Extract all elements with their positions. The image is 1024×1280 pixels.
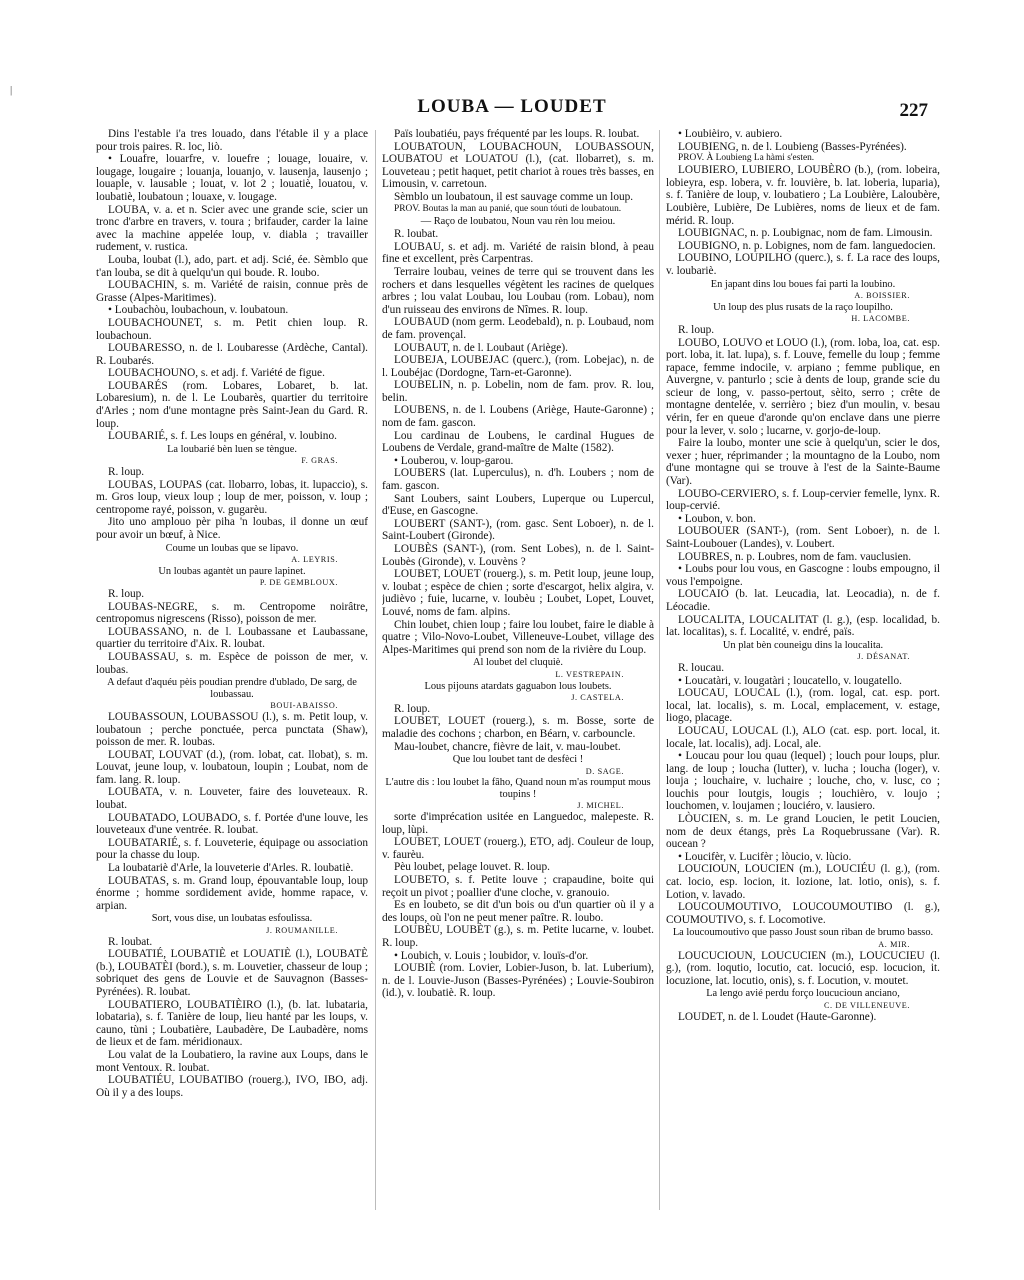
dictionary-entry: LOUBACHIN, s. m. Variété de raisin, connue près de Grasse (Alpes-Maritimes). [96,279,368,304]
quotation: La loucoumoutivo que passo Joust soun rìban de brumo basso. [672,927,934,939]
quotation: Sort, vous dise, un loubatas esfoulissa. [151,913,313,925]
dictionary-entry: LÒUCIEN, s. m. Le grand Loucien, le petit Loucien, nom de deux étangs, près La Roquebrussane (Var). R. oucean ? [666,813,940,851]
dictionary-entry: LOUBIÈ (rom. Lovier, Lobier-Juson, b. lat. Luberium), n. de l. Louvie-Juson (Basses-Pyrénées) ; Louvie-Soubiron (id.), v. loubatiè. R. loup. [382,962,654,1000]
dictionary-entry: Terraire loubau, veines de terre qui se trouvent dans les rochers et dans lesquelles végètent les racines de quelques arbres ; lou valat Loubau, lou Loubau (rom. Lobau), nom d'un ruisseau des environs de Nîmes. R. loup. [382,265,654,316]
dictionary-entry: LOUBARÉS (rom. Lobares, Lobaret, b. lat. Lobaresium), n. de l. Le Loubarès, quartier du territoire d'Arles ; nom d'une montagne près Saint-Jean du Gard. R. loup. [96,379,368,430]
dictionary-entry: LOUBAU, s. et adj. m. Variété de raisin blond, à peau fine et excellent, près Carpentras. [382,240,654,266]
dictionary-entry: LOUBARESSO, n. de l. Loubaresse (Ardèche, Cantal). R. Loubarés. [96,342,368,367]
dictionary-entry: LOUBET, LOUET (rouerg.), ETO, adj. Couleur de loup, v. faurèu. [382,836,654,861]
dictionary-entry: LOUCUCIOUN, LOUCUCIEN (m.), LOUCUCIEU (l. g.), (rom. loqutio, locutio, cat. locució, esp. locucion, it. locuzione, lat. locutio, onis), s. f. Locution, v. moutet. [666,949,940,987]
dictionary-entry: Sant Loubers, saint Loubers, Luperque ou Lupercul, d'Euse, en Gascogne. [382,492,654,518]
dictionary-entry: sorte d'imprécation usitée en Languedoc, malepeste. R. loup, lùpi. [382,811,654,836]
quotation: Un plat bèn couneigu dins la loucalita. [722,639,884,651]
quotation-author: H. LACOMBE. [851,314,910,324]
dictionary-entry: LOUBAS-NEGRE, s. m. Centropome noirâtre, centropomus nigrescens (Risso), poisson de mer. [96,600,368,626]
dictionary-entry: R. loup. [678,323,715,336]
dictionary-entry: • Loubièiro, v. aubiero. [678,128,783,140]
dictionary-entry: Louba, loubat (l.), ado, part. et adj. Scié, ée. Sèmblo que t'an louba, se dit à quelqu'un qui boude. R. loubo. [96,253,368,279]
column-divider [659,130,660,1210]
dictionary-entry: R. loup. [108,587,145,600]
quotation: Que lou loubet tant de desfèci ! [452,754,584,766]
dictionary-entry: LOUCALITA, LOUCALITAT (l. g.), (esp. localidad, b. lat. localitas), s. f. Localité, v. endré, païs. [666,613,940,639]
dictionary-entry: Sèmblo un loubatoun, il est sauvage comme un loup. [394,190,634,203]
column-right [666,128,940,1218]
dictionary-entry: LOUBATIERO, LOUBATIÈIRO (l.), (b. lat. lubataria, lobataria), s. f. Tanière de loup, lieu hanté par les loups, v. cauno, tùni ; Loubatière, Laubadère, De Laubadère, noms de lieux et de fam. méridionaux. [96,998,368,1049]
dictionary-entry: Jito uno amplouo pèr piha 'n loubas, il donne un œuf pour avoir un bœuf, à Nice. [96,516,368,541]
quotation: — Raço de loubatou, Noun vau rèn lou meiou. [420,215,616,227]
page-number: 227 [899,100,928,121]
dictionary-entry: LOUBAUT, n. de l. Loubaut (Ariège). [394,341,568,354]
dictionary-entry: LOUCIOUN, LOUCIEN (m.), LOUCIÉU (l. g.), (rom. cat. locio, esp. locion, it. lozione, lat. lotio, onis), s. f. Lotion, v. lavado. [666,863,940,901]
dictionary-entry: LOUBET, LOUET (rouerg.), s. m. Bosse, sorte de maladie des cochons ; charbon, en Béarn, v. carbouncle. [382,715,654,740]
quotation-author: J. CASTELA. [571,693,624,703]
dictionary-entry: LOUBAS, LOUPAS (cat. llobarro, lobas, it. lupaccio), s. m. Gros loup, vieux loup ; loup de mer, poisson, v. loup ; centropome rayé, poisson, v. gugarèu. [96,478,368,516]
dictionary-entry: LOUBATOUN, LOUBACHOUN, LOUBASSOUN, LOUBATOU et LOUATOU (l.), (cat. llobarret), s. m. Louveteau ; petit haquet, petit chariot à roues très basses, en Limousin, v. carretoun. [382,140,654,191]
dictionary-entry: LOUBO-CERVIERO, s. f. Loup-cervier femelle, lynx. R. loup-cervié. [666,487,940,513]
dictionary-entry: LOUDET, n. de l. Loudet (Haute-Garonne). [678,1010,877,1023]
quotation-author: J. ROUMANILLE. [266,926,338,935]
dictionary-entry: LOUBIGNO, n. p. Lobignes, nom de fam. languedocien. [678,239,936,252]
dictionary-entry: • Loubich, v. Louis ; loubidor, v. louïs-d'or. [394,949,589,962]
quotation: Al loubet del cluquiè. [472,657,564,669]
dictionary-entry: LOUBATARIÉ, s. f. Louveterie, équipage ou association pour la chasse du loup. [96,836,368,862]
quotation-author: A. LEYRIS. [291,555,338,565]
quotation-author: L. VESTREPAIN. [555,669,624,679]
dictionary-entry: Chin loubet, chien loup ; faire lou loubet, faire le diable à quatre ; Vilo-Novo-Loubet, Villeneuve-Loubet, village des Alpes-Maritimes qui prend son nom de la rivière du Loup. [382,618,654,656]
quotation: Coume un loubas que se lipavo. [165,542,299,554]
dictionary-entry: R. loucau. [678,661,725,674]
proverb: PROV. Boutas la man au panié, que soun tóuti de loubatoun. [394,203,622,214]
quotation-author: C. DE VILLENEUVE. [824,1000,910,1010]
dictionary-entry: LOUBASSANO, n. de l. Loubassane et Laubassane, quartier du territoire d'Aix. R. loubat. [96,625,368,651]
dictionary-entry: LOUBATIÉ, LOUBATIÈ et LOUATIÈ (l.), LOUBATÈ (b.), LOUBATÈI (bord.), s. m. Louvetier, chasseur de loup ; sobriquet des gens de Louvie et de Sauvagnon (Basses-Pyrénées). R. loubat. [96,948,368,998]
dictionary-entry: LOUBRES, n. p. Loubres, nom de fam. vauclusien. [678,550,912,563]
dictionary-entry: LOUBIERO, LUBIERO, LOUBÈRO (b.), (rom. lobeira, lobieyra, esp. lobera, v. fr. louvière, b. lat. loberia, luparia), s. f. Tanière de loup, v. loubatiero ; La Loubière, Laloubère, Loubière, Lubière, De Lubières, noms de lieux et de fam. mérid. R. loup. [666,164,940,227]
dictionary-entry: LOUBA, v. a. et n. Scier avec une grande scie, scier un tronc d'arbre en travers, v. toura ; brifauder, carder la laine avec la machine appelée loup, v. diabla ; travailler rudement, v. rustica. [96,203,368,254]
quotation: Un loubas agantèt un paure lapinet. [158,565,306,577]
dictionary-entry: R. loubat. [108,935,153,948]
dictionary-entry: LOUBACHOUNO, s. et adj. f. Variété de figue. [108,367,325,380]
quotation: A defaut d'aquéu pèis poudian prendre d'ublado, De sarg, de loubassau. [107,677,357,700]
dictionary-entry: Païs loubatiéu, pays fréquenté par les loups. R. loubat. [394,128,640,140]
dictionary-entry: Pèu loubet, pelage louvet. R. loup. [394,861,550,874]
dictionary-entry: LOUBARIÉ, s. f. Les loups en général, v. loubino. [108,430,337,443]
quotation-author: BOUI-ABAISSO. [270,701,338,711]
quotation-author: F. GRAS. [301,456,338,466]
quotation: Lous pijouns atardats gaguabon lous loubets. [424,680,612,692]
dictionary-entry: LOUBATADO, LOUBADO, s. f. Portée d'une louve, les louveteaux d'une ventrée. R. loubat. [96,811,368,837]
dictionary-entry: R. loup. [394,702,431,715]
dictionary-entry: LOUBERT (SANT-), (rom. gasc. Sent Loboer), n. de l. Saint-Loubert (Gironde). [382,517,654,543]
dictionary-entry: LOUCAIO (b. lat. Leucadia, lat. Leocadia), n. de f. Léocadie. [666,588,940,613]
dictionary-entry: LOUBENS, n. de l. Loubens (Ariège, Haute-Garonne) ; nom de fam. gascon. [382,404,654,430]
dictionary-entry: LOUBAT, LOUVAT (d.), (rom. lobat, cat. llobat), s. m. Louvat, jeune loup, v. loubatoun, loupin ; Loubat, nom de fam. lang. R. loup. [96,748,368,786]
quotation-author: P. DE GEMBLOUX. [259,578,338,588]
dictionary-entry: LOUBÈS (SANT-), (rom. Sent Lobes), n. de l. Saint-Loubès (Gironde), v. Louvèns ? [382,543,654,568]
dictionary-entry: La loubatariè d'Arle, la louveterie d'Arles. R. loubatiè. [108,862,354,875]
dictionary-entry: LOUCOUMOUTIVO, LOUCOUMOUTIBO (l. g.), COUMOUTIVO, s. f. Locomotive. [666,901,940,926]
dictionary-entry: LOUBACHOUNET, s. m. Petit chien loup. R. loubachoun. [96,316,368,342]
dictionary-entry: Mau-loubet, chancre, fièvre de lait, v. mau-loubet. [394,740,621,753]
dictionary-entry: LOUBO, LOUVO et LOUO (l.), (rom. loba, loa, cat. esp. port. loba, it. lat. lupa), s. f. Louve, femelle du loup ; femme rapace, femme indocile, v. arpiano ; femme publique, en Auvergne, v. panturlo ; scie à dents de loup, grande scie du scieur de long, v. passo-pertout, sèito, serro ; crête de montagne dentelée, v. serrièro ; biez d'un moulin, v. besau vérin, fer en queue d'aronde qu'on enclave dans une pierre pour la lever, v. solo ; lucarne, v. gorjo-de-loup. [666,336,940,437]
quotation: En japant dins lou boues fai parti la loubino. [710,278,896,290]
dictionary-entry: LOUCAU, LOUCAL (l.), ALO (cat. esp. port. local, it. locale, lat. localis), adj. Local, ale. [666,724,940,750]
dictionary-entry: LOUCAU, LOUCAL (l.), (rom. logal, cat. esp. port. local, lat. localis), s. m. Local, emplacement, v. estage, liogo, placage. [666,687,940,725]
quotation: Un loup des plus rusats de la raço loupilho. [713,301,893,313]
dictionary-entry: • Louberou, v. loup-garou. [394,454,514,467]
dictionary-entry: Lou valat de la Loubatiero, la ravine aux Loups, dans le mont Ventoux. R. loubat. [96,1048,368,1074]
dictionary-entry: • Loubs pour lou vous, en Gascogne : loubs empougno, il vous l'empoigne. [666,563,940,588]
dictionary-entry: • Loucatàri, v. lougatàri ; loucatello, v. lougatello. [678,674,902,687]
dictionary-entry: LOUBELIN, n. p. Lobelin, nom de fam. prov. R. lou, belin. [382,379,654,404]
quotation-author: A. MIR. [878,940,910,949]
dictionary-entry: LOUBASSOUN, LOUBASSOU (l.), s. m. Petit loup, v. loubatoun ; perche ponctuée, perca punctata (Shaw), poisson de mer. R. loubas. [96,710,368,749]
dictionary-entry: LOUBIGNAC, n. p. Loubignac, nom de fam. Limousin. [678,227,933,240]
quotation: L'autre dis : lou loubet la fâho, Quand noun m'as roumput mous toupins ! [385,777,651,800]
dictionary-entry: LOUBATAS, s. m. Grand loup, épouvantable loup, loup énorme ; homme sordidement avide, homme rapace, v. arpian. [96,874,368,912]
dictionary-entry: • Loubachòu, loubachoun, v. loubatoun. [108,304,289,317]
dictionary-entry: LOUBÈU, LOUBÈT (g.), s. m. Petite lucarne, v. loubet. R. loup. [382,924,654,949]
quotation: La loubarié bèn luen se tèngue. [167,443,297,455]
dictionary-entry: Lou cardinau de Loubens, le cardinal Hugues de Loubens de Verdale, grand-maître de Malte (1582). [382,429,654,455]
dictionary-entry: LOUBINO, LOUPILHO (querc.), s. f. La race des loups, v. loubariè. [666,252,940,277]
margin-mark: | [10,84,13,96]
quotation-author: J. DÉSANAT. [857,652,910,662]
proverb: PROV. À Loubieng La hàmi s'esten. [678,153,815,164]
quotation-author: D. SAGE. [585,766,624,776]
dictionary-entry: LOUBETO, s. f. Petite louve ; crapaudine, boite qui reçoit un pivot ; poallier d'une cloche, v. granouio. [382,874,654,899]
dictionary-entry: Faire la loubo, monter une scie à quelqu'un, scier le dos, vexer ; huer, réprimander ; la mountagno de la Loubo, nom d'une montagne qui se trouve à l'est de la Sainte-Baume (Var). [666,437,940,488]
page-title: LOUBA — LOUDET [417,96,607,117]
dictionary-entry: LOUBEJA, LOUBEJAC (querc.), (rom. Lobejac), n. de l. Loubéjac (Dordogne, Tarn-et-Garonne). [382,354,654,379]
dictionary-entry: • Louafre, louarfre, v. louefre ; louage, louaire, v. lougage, lougaire ; louanja, louanjo, v. lausenja, lausenjo ; louaple, v. lausable ; louat, v. lot 2 ; louatiè, louatou, v. loubatiè, loubatoun ; louaxe, v. lougage. [96,153,368,203]
dictionary-entry: LOUBASSAU, s. m. Espèce de poisson de mer, v. loubas. [96,650,368,676]
quotation: La lengo avié perdu forço loucucioun anciano, [706,988,900,1000]
dictionary-entry: LOUBET, LOUET (rouerg.), s. m. Petit loup, jeune loup, v. loubat ; espèce de chien ; sorte d'escargot, helix algira, v. judièvo ; fuie, lucarne, v. loubèu ; Loubet, Lopet, Louvet, Louvé, noms de fam. alpins. [382,568,654,618]
dictionary-entry: Dins l'estable i'a tres louado, dans l'étable il y a place pour trois paires. R. loc, liò. [96,128,368,153]
dictionary-entry: LOUBOUER (SANT-), (rom. Sent Loboer), n. de l. Saint-Loubouer (Landes), v. Loubert. [666,525,940,550]
quotation-author: A. BOISSIER. [854,291,910,301]
dictionary-entry: • Loucifèr, v. Lucifèr ; lòucio, v. lùcio. [678,850,852,863]
column-middle [382,128,654,1218]
quotation-author: J. MICHEL. [577,801,624,811]
column-divider [375,130,376,1210]
dictionary-entry: • Loucau pour lou quau (lequel) ; louch pour loups, plur. lang. de loup ; loucha (lutter), v. lucha ; loucha (loger), v. louja ; louchaire, v. luchaire ; louche, cho, v. lusc, co ; louchis pour loutgis, lougis ; louchièro, v. loujo ; louchomen, v. loujamen ; louciéro, v. lausiero. [666,750,940,813]
dictionary-entry: LOUBAUD (nom germ. Leodebald), n. p. Loubaud, nom de fam. provençal. [382,316,654,341]
dictionary-entry: LOUBATA, v. n. Louveter, faire des louveteaux. R. loubat. [96,786,368,812]
dictionary-entry: LOUBIENG, n. de l. Loubieng (Basses-Pyrénées). [678,140,907,153]
dictionary-entry: Es en loubeto, se dit d'un bois ou d'un quartier où il y a des loups, où l'on ne peut mener paître. R. loubo. [382,899,654,924]
dictionary-entry: LOUBATIÉU, LOUBATIBO (rouerg.), IVO, IBO, adj. Où il y a des loups. [96,1074,368,1099]
dictionary-entry: R. loubat. [394,228,439,241]
dictionary-entry: LOUBERS (lat. Luperculus), n. d'h. Loubers ; nom de fam. gascon. [382,467,654,493]
column-left [96,128,368,1218]
dictionary-entry: R. loup. [108,466,145,479]
dictionary-entry: • Loubon, v. bon. [678,512,756,525]
